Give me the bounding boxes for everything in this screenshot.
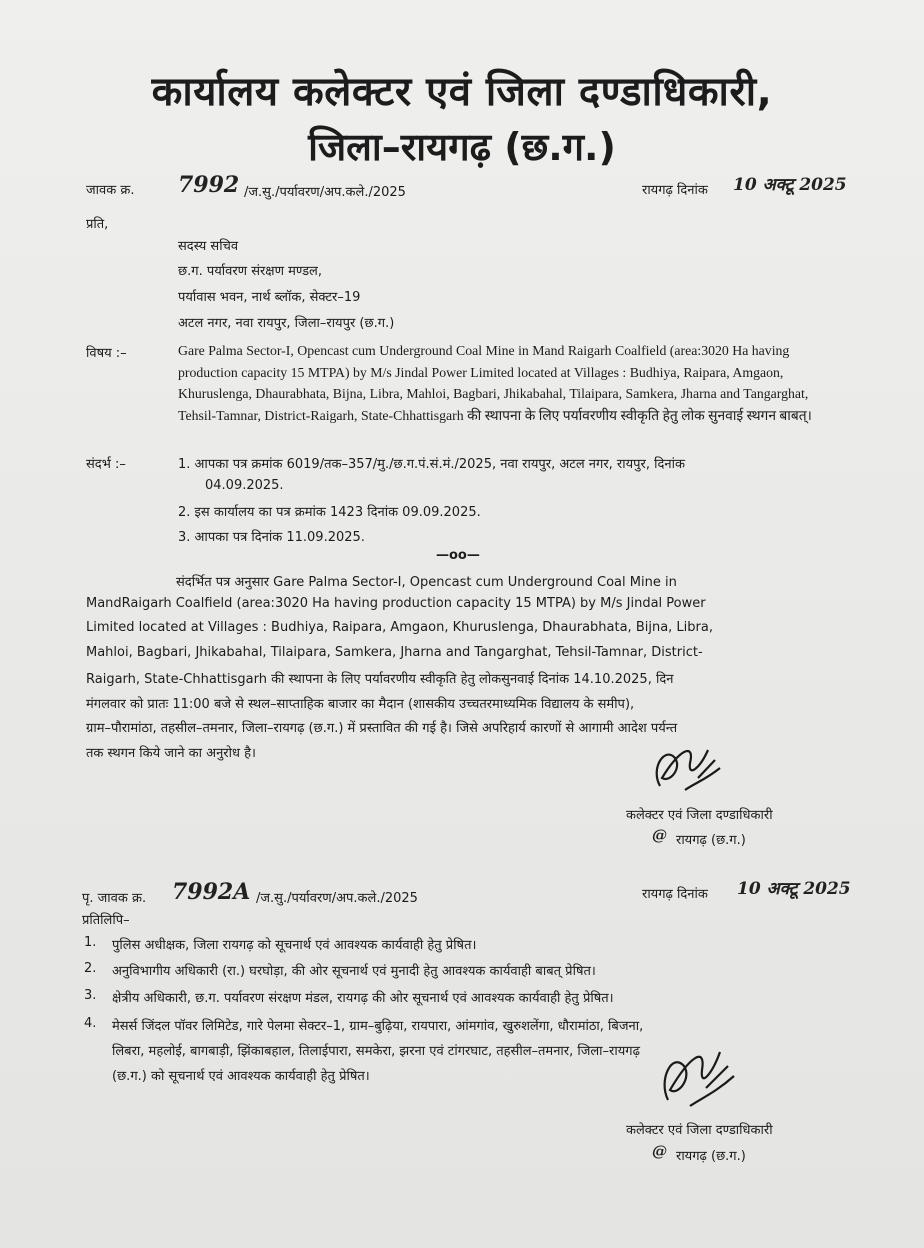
endorsement-label: पृ. जावक क्र.: [82, 891, 147, 906]
signature1-place: रायगढ़ (छ.ग.): [676, 833, 746, 848]
signature-scribble: [650, 1040, 740, 1112]
copy-item-number: 2.: [84, 961, 97, 976]
signature2-title: कलेक्टर एवं जिला दण्डाधिकारी: [626, 1123, 773, 1138]
ref-label: जावक क्र.: [86, 183, 135, 198]
body-line: मंगलवार को प्रातः 11:00 बजे से स्थल–साप्ताहिक बाजार का मैदान (शासकीय उच्चतरमाध्यमिक विद्यालय के समीप),: [86, 697, 635, 712]
endorsement-date-handwritten: 10 अक्टू 2025: [737, 879, 851, 899]
reference-item-1: 1. आपका पत्र क्रमांक 6019/तक–357/मु./छ.ग.पं.सं.मं./2025, नवा रायपुर, अटल नगर, रायपुर, दिनांक: [178, 457, 685, 472]
copy-item-text: क्षेत्रीय अधिकारी, छ.ग. पर्यावरण संरक्षण मंडल, रायगढ़ की ओर सूचनार्थ एवं आवश्यक कार्यवाही हेतु प्रेषित।: [112, 991, 614, 1006]
copy-item-text: अनुविभागीय अधिकारी (रा.) घरघोड़ा, की ओर सूचनार्थ एवं मुनादी हेतु आवश्यक कार्यवाही बाबत् प्रेषित।: [112, 964, 596, 979]
copy-item-text: लिबरा, महलोई, बागबाड़ी, झिंकाबहाल, तिलाईपारा, समकेरा, झरना एवं टांगरघाट, तहसील–तमनार, जिला–रायगढ़: [112, 1044, 640, 1059]
to-line1: सदस्य सचिव: [178, 239, 239, 254]
to-label: प्रति,: [86, 217, 109, 232]
separator: —oo—: [436, 548, 480, 563]
office-title-line2: जिला–रायगढ़ (छ.ग.): [308, 125, 616, 169]
copy-item-text: (छ.ग.) को सूचनार्थ एवं आवश्यक कार्यवाही हेतु प्रेषित।: [112, 1069, 370, 1084]
copy-item-number: 4.: [84, 1016, 97, 1031]
copy-item-number: 3.: [84, 988, 97, 1003]
reference-item-2: 2. इस कार्यालय का पत्र क्रमांक 1423 दिनांक 09.09.2025.: [178, 505, 481, 520]
to-line2: छ.ग. पर्यावरण संरक्षण मण्डल,: [178, 264, 323, 279]
body-line: Limited located at Villages : Budhiya, Raipara, Amgaon, Khuruslenga, Dhaurabhata, Bijna, Libra,: [86, 620, 713, 635]
body-line: Mahloi, Bagbari, Jhikabahal, Tilaipara, Samkera, Jharna and Tangarghat, Tehsil-Tamnar, District-: [86, 645, 703, 660]
body-line: ग्राम–पौरामांठा, तहसील–तमनार, जिला–रायगढ़ (छ.ग.) में प्रस्तावित की गई है। जिसे अपरिहार्य कारणों से आगामी आदेश पर्यन्त: [86, 721, 678, 736]
endorsement-number-handwritten: 7992A: [172, 879, 251, 905]
signature2-initial-mark: @: [652, 1142, 667, 1160]
copy-item-text: मेसर्स जिंदल पॉवर लिमिटेड, गारे पेलमा सेक्टर–1, ग्राम–बुढ़िया, रायपारा, आंमगांव, खुरुशलेंगा, धौरामांठा, बिजना,: [112, 1019, 644, 1034]
office-title-line1: कार्यालय कलेक्टर एवं जिला दण्डाधिकारी,: [151, 69, 773, 115]
copy-label: प्रतिलिपि–: [82, 913, 130, 928]
ref-number-handwritten: 7992: [178, 172, 240, 198]
to-line4: अटल नगर, नवा रायपुर, जिला–रायपुर (छ.ग.): [178, 316, 395, 331]
references-label: संदर्भ :–: [86, 457, 126, 472]
body-line: MandRaigarh Coalfield (area:3020 Ha having production capacity 15 MTPA) by M/s Jindal Power: [86, 596, 706, 611]
ref-suffix: /ज.सु./पर्यावरण/अप.कले./2025: [244, 185, 406, 200]
signature1-initial-mark: @: [652, 826, 667, 844]
subject-label: विषय :–: [86, 346, 127, 361]
signature1-title: कलेक्टर एवं जिला दण्डाधिकारी: [626, 808, 773, 823]
subject-text: Gare Palma Sector-I, Opencast cum Underground Coal Mine in Mand Raigarh Coalfield (area:3020 Ha having production capacity 15 MTPA) by M/s Jindal Power Limited located at Villages : Budhiya, Raipara, Amgaon, Khuruslenga, Dhaurabhata, Bijna, Libra, Mahloi, Bagbari, Jhikabahal, Tilaipara, Samkera, Jharna and Tangarghat, Tehsil-Tamnar, District-Raigarh, State-Chhattisgarh की स्थापना के लिए पर्यावरणीय स्वीकृति हेतु लोक सुनवाई स्थगन बाबत्।: [178, 343, 812, 423]
ref-date-handwritten: 10 अक्टू 2025: [733, 175, 847, 195]
ref-date-label: रायगढ़ दिनांक: [642, 183, 708, 198]
signature-scribble: [640, 738, 730, 798]
reference-item-3: 3. आपका पत्र दिनांक 11.09.2025.: [178, 530, 365, 545]
body-line: Raigarh, State-Chhattisgarh की स्थापना के लिए पर्यावरणीय स्वीकृति हेतु लोकसुनवाई दिनांक 14.10.2025, दिन: [86, 672, 674, 687]
copy-item-number: 1.: [84, 935, 97, 950]
body-line: तक स्थगन किये जाने का अनुरोध है।: [86, 746, 256, 761]
endorsement-suffix: /ज.सु./पर्यावरण/अप.कले./2025: [256, 891, 418, 906]
endorsement-date-label: रायगढ़ दिनांक: [642, 887, 708, 902]
signature2-place: रायगढ़ (छ.ग.): [676, 1149, 746, 1164]
to-line3: पर्यावास भवन, नार्थ ब्लॉक, सेक्टर–19: [178, 290, 361, 305]
body-line: संदर्भित पत्र अनुसार Gare Palma Sector-I, Opencast cum Underground Coal Mine in: [176, 575, 677, 590]
reference-item-1-date: 04.09.2025.: [205, 478, 284, 493]
copy-item-text: पुलिस अधीक्षक, जिला रायगढ़ को सूचनार्थ एवं आवश्यक कार्यवाही हेतु प्रेषित।: [112, 938, 477, 953]
